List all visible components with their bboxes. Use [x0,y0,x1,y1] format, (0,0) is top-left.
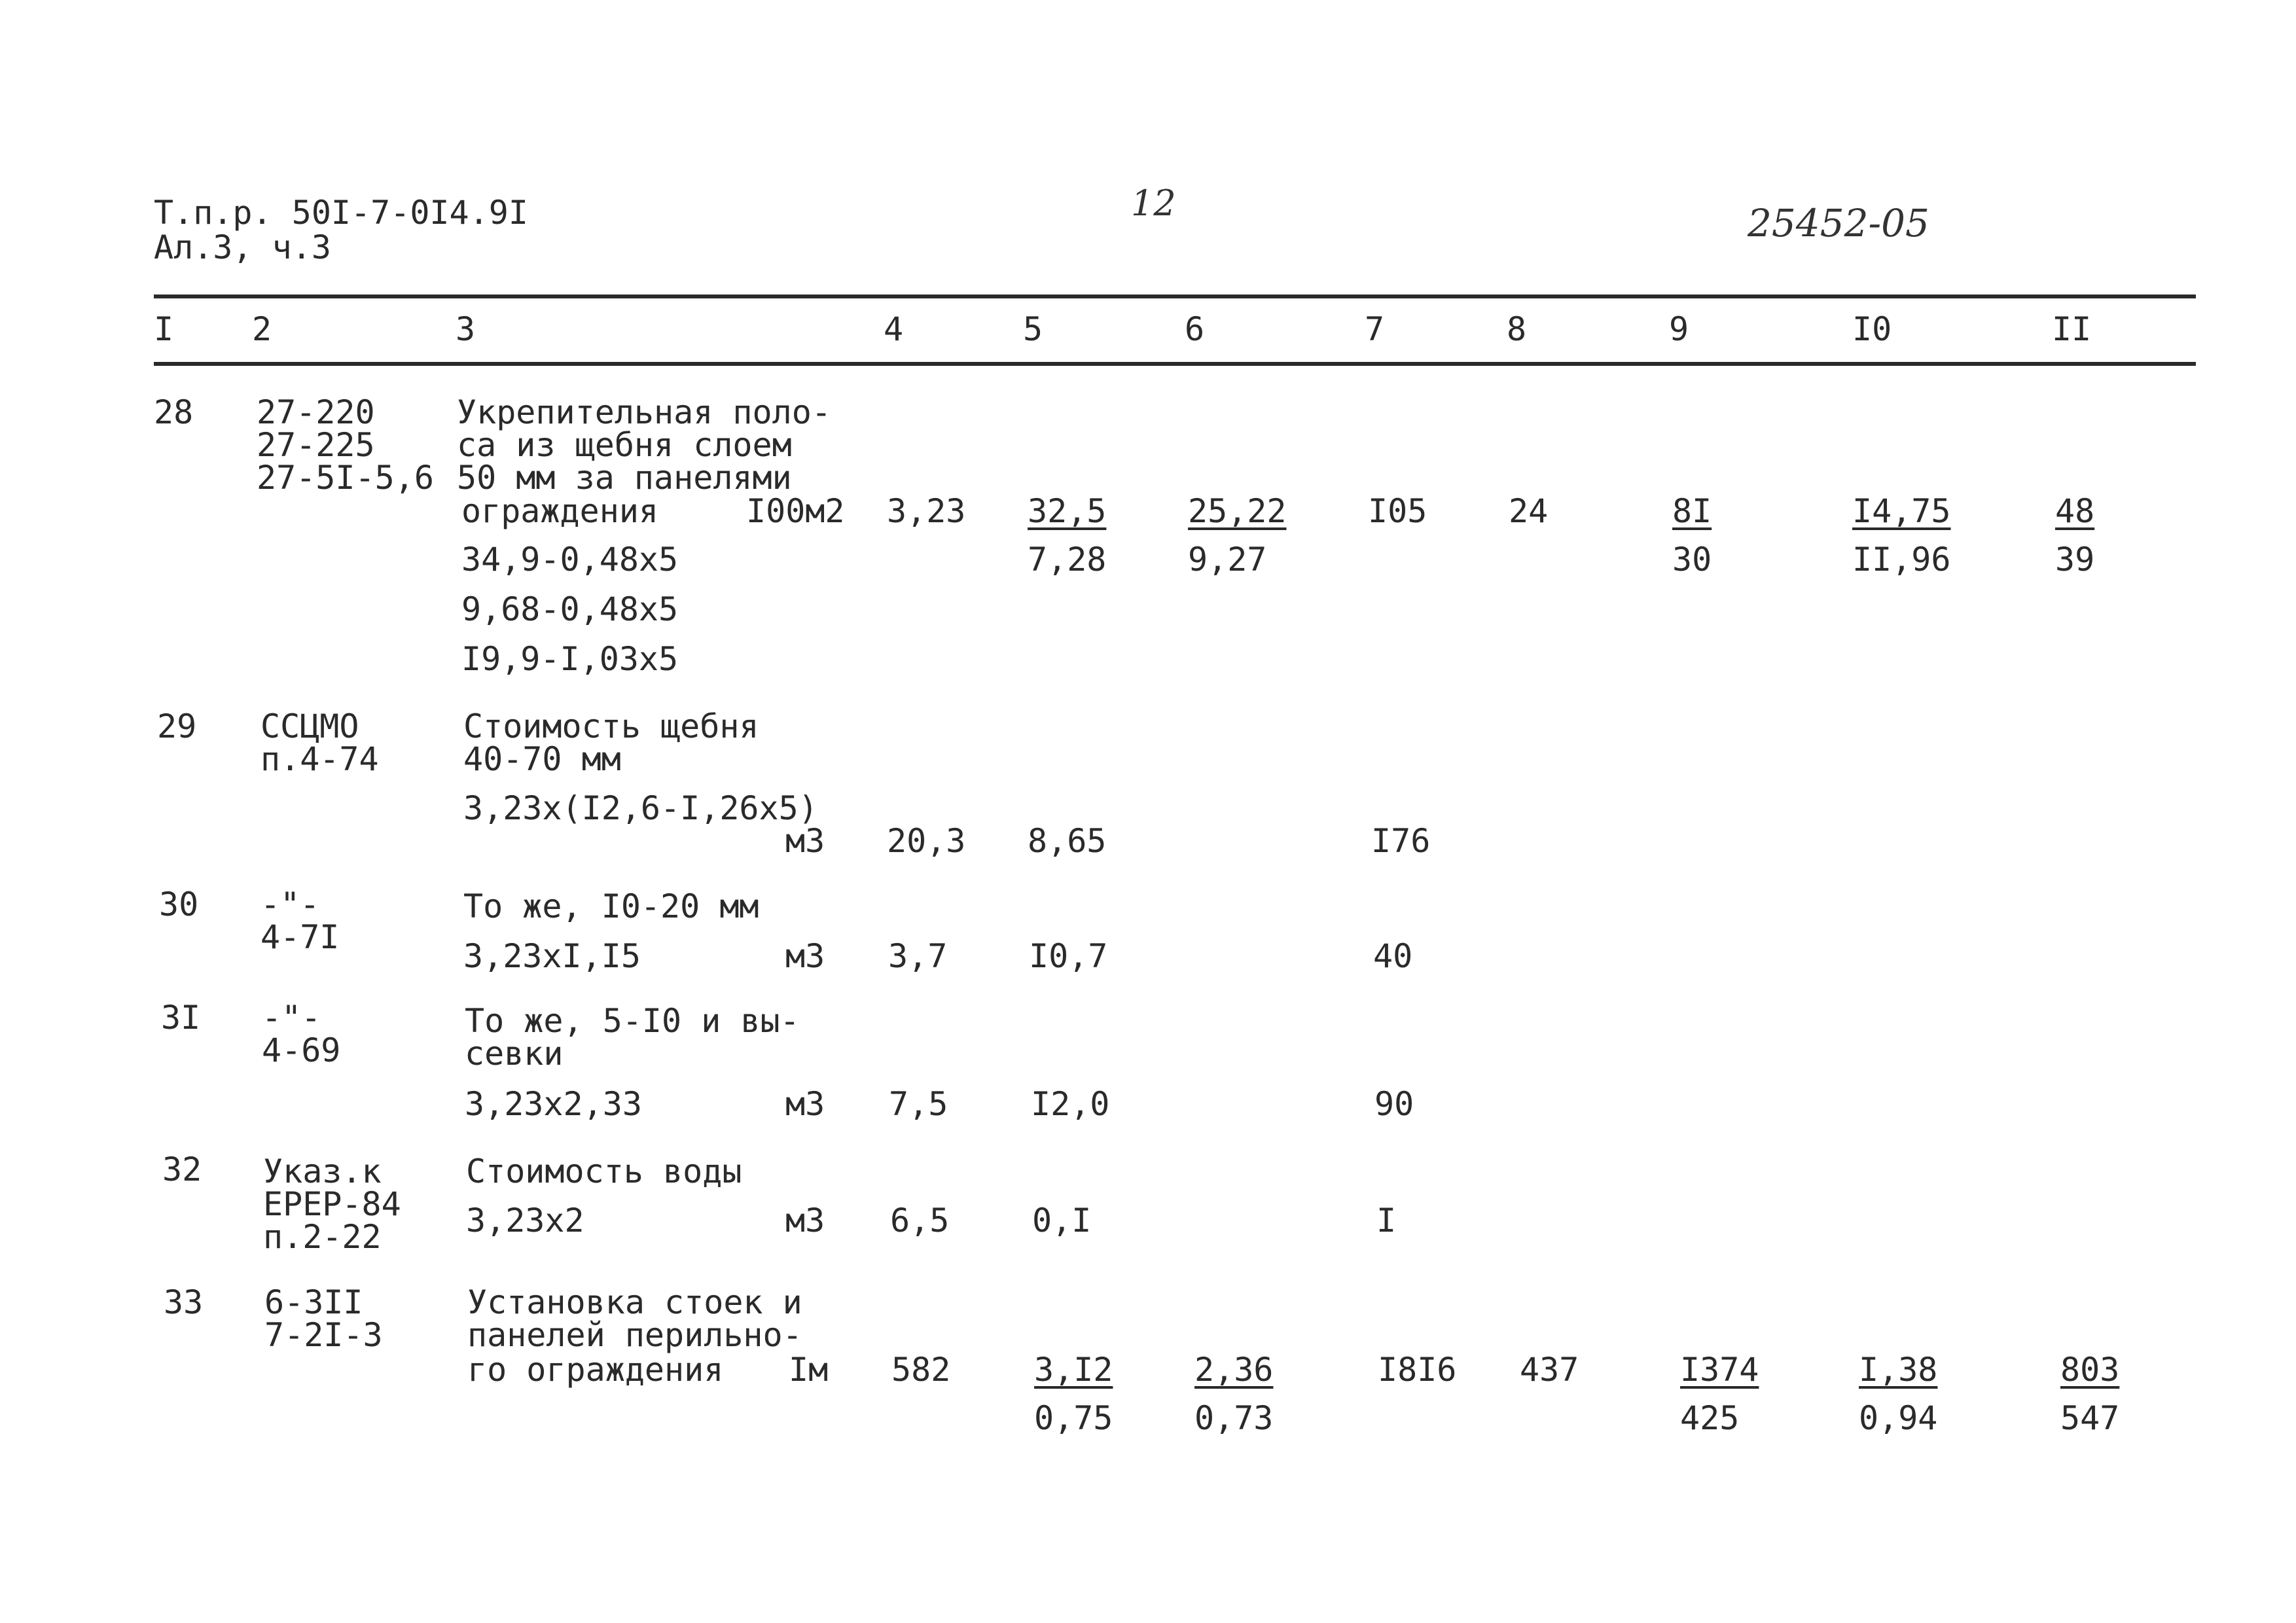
doc-album-part: Ал.3, ч.3 [154,228,331,266]
row-unit: Iм [789,1351,829,1389]
row-calculation: 3,23хI,I5 [463,937,641,975]
row-description: са из щебня слоем [457,426,792,464]
row-col9-subvalue: 30 [1672,541,1712,579]
row-code: п.4-74 [260,740,379,778]
row-code: 4-69 [262,1031,341,1069]
row-quantity: 6,5 [890,1202,950,1240]
row-description: Установка стоек и [467,1283,802,1321]
table-top-rule [154,294,2196,298]
col-header: I0 [1852,310,1892,348]
row-col7-value: I76 [1371,822,1431,860]
row-calculation: 3,23х2 [466,1202,584,1240]
row-code: ЕРЕР-84 [263,1185,401,1223]
col-header: 6 [1185,310,1205,348]
col-header: 4 [884,310,904,348]
row-quantity: 20,3 [887,822,966,860]
row-code: Указ.к [263,1152,382,1190]
col-header: 3 [456,310,476,348]
row-col5-value: 8,65 [1028,822,1107,860]
col-header: 7 [1365,310,1385,348]
row-col5-subvalue: 0,75 [1034,1399,1113,1437]
row-col7-value: 90 [1374,1085,1414,1123]
row-description: Стоимость воды [466,1152,742,1190]
row-unit: I00м2 [746,492,845,530]
row-col6-subvalue: 9,27 [1188,541,1267,579]
col-header: 2 [252,310,272,348]
row-col8-value: 24 [1509,492,1549,530]
row-code: ССЦМО [260,707,359,745]
row-col7-value: 40 [1373,937,1413,975]
row-description: севки [465,1035,564,1073]
row-col7-value: I8I6 [1378,1351,1457,1389]
row-col10-subvalue: II,96 [1852,541,1951,579]
row-number: 3I [161,999,201,1037]
row-code: 4-7I [260,918,340,956]
row-calculation: 9,68-0,48х5 [461,590,679,628]
row-col5-value: 0,I [1032,1202,1092,1240]
row-unit: м3 [785,822,825,860]
row-number: 29 [157,707,197,745]
page-number: 12 [1131,183,1176,224]
row-col7-value: I05 [1368,492,1427,530]
row-quantity: 7,5 [889,1085,948,1123]
row-quantity: 3,23 [887,492,966,530]
row-col6-value: 2,36 [1194,1351,1274,1389]
row-col10-value: I,38 [1859,1351,1938,1389]
row-col11-subvalue: 39 [2055,541,2095,579]
row-calculation: 34,9-0,48х5 [461,541,679,579]
row-col5-subvalue: 7,28 [1028,541,1107,579]
row-col5-value: 32,5 [1028,492,1107,530]
row-description: ограждения [461,492,659,530]
row-code: 6-3II [264,1283,363,1321]
row-col11-value: 48 [2055,492,2095,530]
handwritten-code: 25452-05 [1748,201,1929,245]
row-col10-subvalue: 0,94 [1859,1399,1938,1437]
row-unit: м3 [785,1202,825,1240]
row-description: То же, I0-20 мм [463,887,759,925]
row-description: го ограждения [467,1351,724,1389]
row-code: 27-220 [257,393,375,431]
row-quantity: 582 [891,1351,951,1389]
row-description: Стоимость щебня [463,707,759,745]
row-col11-subvalue: 547 [2060,1399,2120,1437]
row-unit: м3 [785,1085,825,1123]
row-number: 30 [159,885,199,923]
row-col5-value: 3,I2 [1034,1351,1113,1389]
row-code: -"- [262,999,321,1037]
row-description: То же, 5-I0 и вы- [465,1002,800,1040]
col-header: 9 [1669,310,1689,348]
col-header: I [154,310,174,348]
col-header: 5 [1023,310,1043,348]
row-unit: м3 [785,937,825,975]
row-description: Укрепительная поло- [457,393,831,431]
row-col9-subvalue: 425 [1680,1399,1740,1437]
row-code: -"- [260,885,320,923]
row-col6-value: 25,22 [1188,492,1287,530]
row-quantity: 3,7 [888,937,948,975]
row-code: п.2-22 [263,1218,382,1256]
row-col5-value: I0,7 [1029,937,1108,975]
row-number: 32 [162,1150,202,1188]
row-description: 50 мм за панелями [457,459,792,497]
row-col6-subvalue: 0,73 [1194,1399,1274,1437]
row-col11-value: 803 [2060,1351,2120,1389]
row-number: 33 [164,1283,204,1321]
col-header: 8 [1507,310,1527,348]
row-calculation: I9,9-I,03х5 [461,640,679,678]
row-col5-value: I2,0 [1031,1085,1110,1123]
row-description: 40-70 мм [463,740,621,778]
row-code: 27-225 [257,426,375,464]
row-col9-value: I374 [1680,1351,1759,1389]
row-col7-value: I [1376,1202,1397,1240]
row-col8-value: 437 [1520,1351,1579,1389]
row-col9-value: 8I [1672,492,1712,530]
col-header: II [2052,310,2092,348]
table-header-rule [154,362,2196,366]
doc-reference: Т.п.р. 50I-7-0I4.9I [154,194,528,232]
row-code: 27-5I-5,6 [257,459,434,497]
row-calculation: 3,23х2,33 [465,1085,642,1123]
row-description: панелей перильно- [467,1316,802,1354]
row-number: 28 [154,393,194,431]
row-calculation: 3,23х(I2,6-I,26х5) [463,789,818,827]
row-col10-value: I4,75 [1852,492,1951,530]
row-code: 7-2I-3 [264,1316,383,1354]
